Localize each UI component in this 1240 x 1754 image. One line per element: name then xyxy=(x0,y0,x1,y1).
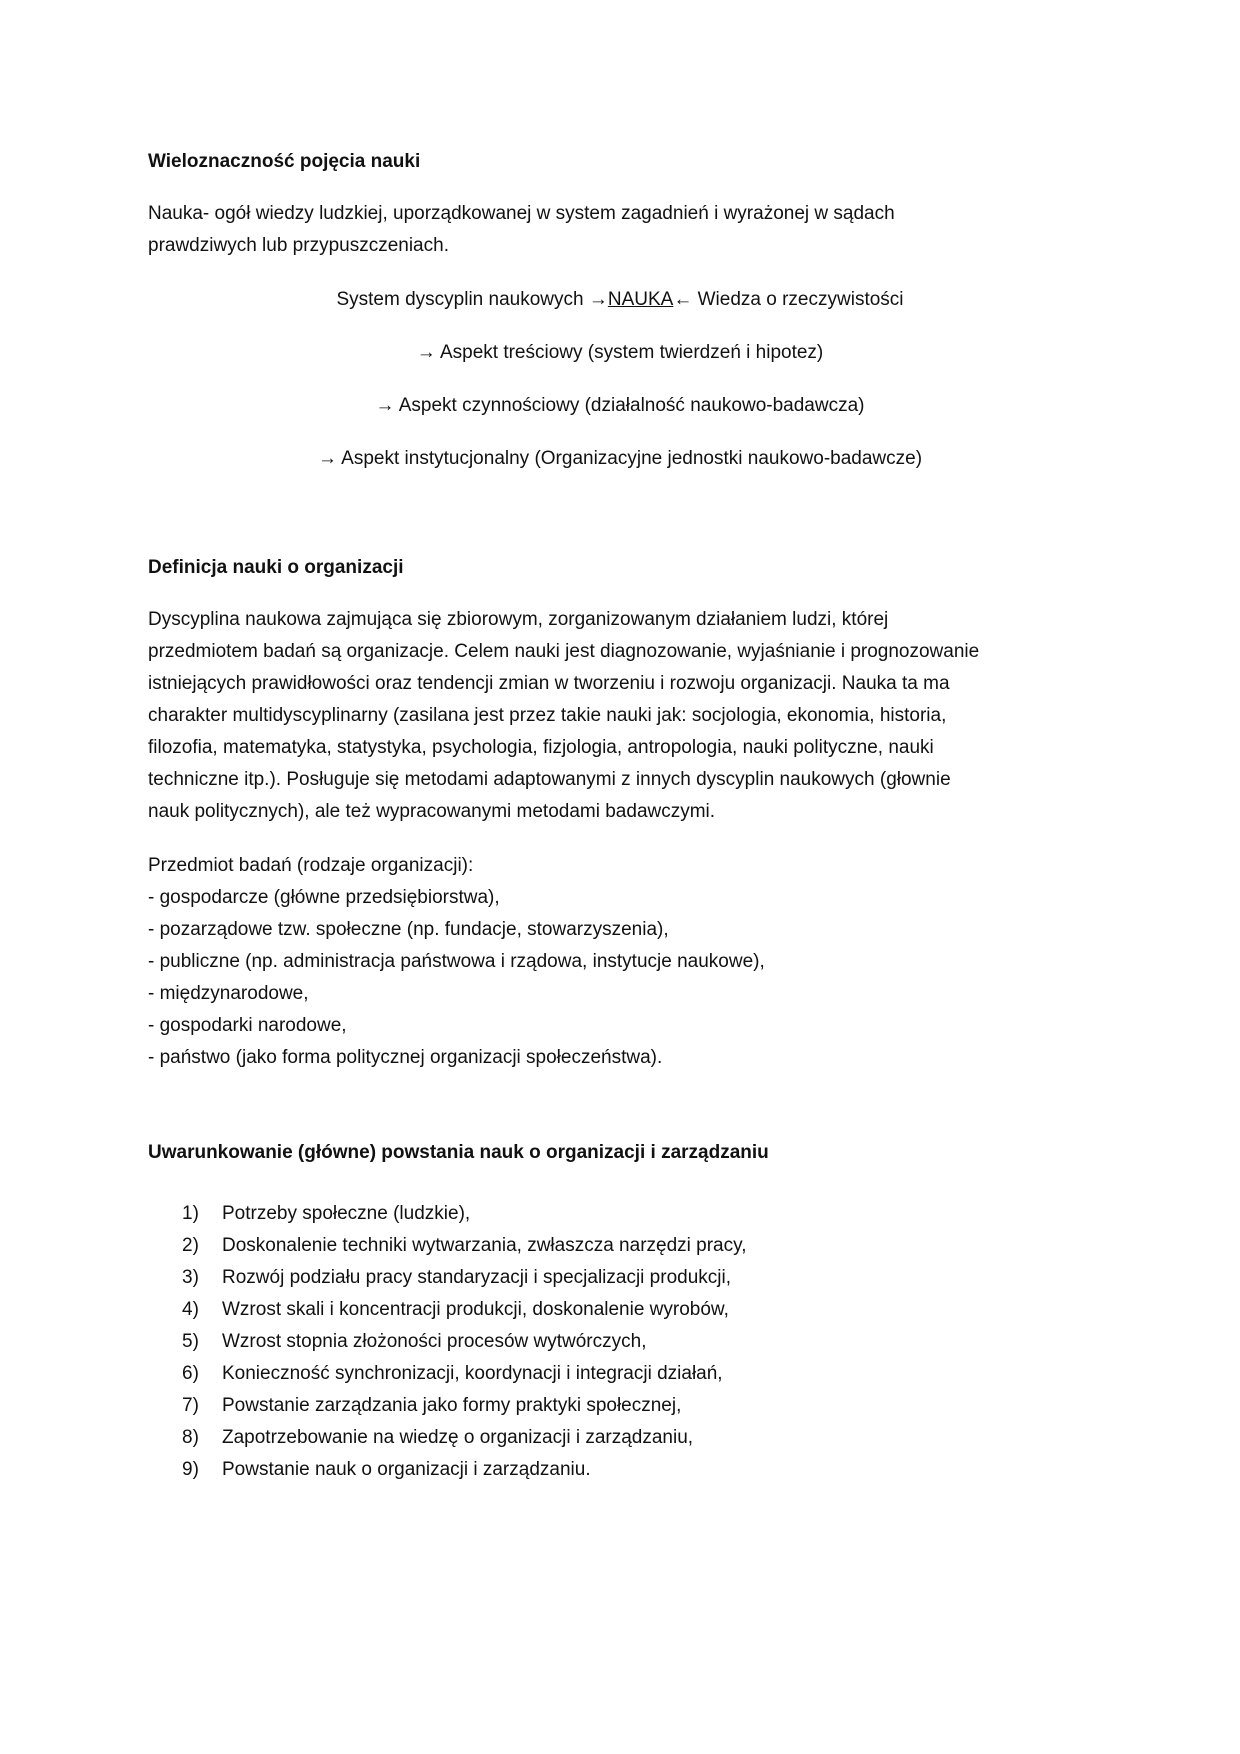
list-item: 3) Rozwój podziału pracy standaryzacji i specjalizacji produkcji, xyxy=(182,1267,732,1288)
paragraph-line: filozofia, matematyka, statystyka, psychologia, fizjologia, antropologia, nauki polityczne, nauki xyxy=(148,737,934,758)
definition-line-2: prawdziwych lub przypuszczeniach. xyxy=(148,235,449,256)
subject-item: - gospodarki narodowe, xyxy=(148,1015,347,1036)
science-diagram xyxy=(0,284,1240,316)
left-arrow-icon: ← xyxy=(673,289,693,310)
paragraph-line: techniczne itp.). Posługuje się metodami adaptowanymi z innych dyscyplin naukowych (głownie xyxy=(148,769,951,790)
right-arrow-icon: → xyxy=(588,289,608,310)
list-item: 7) Powstanie zarządzania jako formy praktyki społecznej, xyxy=(182,1395,682,1416)
paragraph-line: nauk politycznych), ale też wypracowanymi metodami badawczymi. xyxy=(148,801,716,822)
paragraph-line: charakter multidyscyplinarny (zasilana jest przez takie nauki jak: socjologia, ekonomia, historia, xyxy=(148,705,947,726)
section-heading-conditions: Uwarunkowanie (główne) powstania nauk o organizacji i zarządzaniu xyxy=(148,1142,769,1163)
list-item: 8) Zapotrzebowanie na wiedzę o organizacji i zarządzaniu, xyxy=(182,1427,694,1448)
aspect-institutional: → Aspekt instytucjonalny (Organizacyjne jednostki naukowo-badawcze) xyxy=(317,448,923,469)
aspect-content: → Aspekt treściowy (system twierdzeń i hipotez) xyxy=(416,342,824,363)
list-item: 4) Wzrost skali i koncentracji produkcji, doskonalenie wyrobów, xyxy=(182,1299,729,1320)
diagram-center-label: NAUKA xyxy=(607,289,674,310)
conditions-list xyxy=(182,1198,747,1486)
subject-item: - gospodarcze (główne przedsiębiorstwa), xyxy=(148,887,500,908)
subject-heading: Przedmiot badań (rodzaje organizacji): xyxy=(148,855,474,876)
diagram-right-label: Wiedza o rzeczywistości xyxy=(692,289,904,310)
section-heading-definition: Definicja nauki o organizacji xyxy=(148,557,404,578)
section-heading-ambiguity: Wieloznaczność pojęcia nauki xyxy=(148,151,421,172)
aspect-activity: → Aspekt czynnościowy (działalność naukowo-badawcza) xyxy=(375,395,865,416)
list-item: 1) Potrzeby społeczne (ludzkie), xyxy=(182,1203,471,1224)
definition-line-1: Nauka- ogół wiedzy ludzkiej, uporządkowanej w system zagadnień i wyrażonej w sądach xyxy=(148,203,895,224)
list-item: 2) Doskonalenie techniki wytwarzania, zwłaszcza narzędzi pracy, xyxy=(182,1235,747,1256)
paragraph-line: Dyscyplina naukowa zajmująca się zbiorowym, zorganizowanym działaniem ludzi, której xyxy=(148,609,889,630)
list-item: 5) Wzrost stopnia złożoności procesów wytwórczych, xyxy=(182,1331,647,1352)
subject-item: - państwo (jako forma politycznej organizacji społeczeństwa). xyxy=(148,1047,663,1068)
list-item: 6) Konieczność synchronizacji, koordynacji i integracji działań, xyxy=(182,1363,723,1384)
list-item: 9) Powstanie nauk o organizacji i zarządzaniu. xyxy=(182,1459,591,1480)
subject-item: - międzynarodowe, xyxy=(148,983,309,1004)
paragraph-line: istniejących prawidłowości oraz tendencji zmian w tworzeniu i rozwoju organizacji. Nauka ta ma xyxy=(148,673,950,694)
paragraph-line: przedmiotem badań są organizacje. Celem nauki jest diagnozowanie, wyjaśnianie i prognozowanie xyxy=(148,641,980,662)
diagram-left-label: System dyscyplin naukowych xyxy=(336,289,589,310)
subject-item: - publiczne (np. administracja państwowa i rządowa, instytucje naukowe), xyxy=(148,951,765,972)
subject-item: - pozarządowe tzw. społeczne (np. fundacje, stowarzyszenia), xyxy=(148,919,669,940)
